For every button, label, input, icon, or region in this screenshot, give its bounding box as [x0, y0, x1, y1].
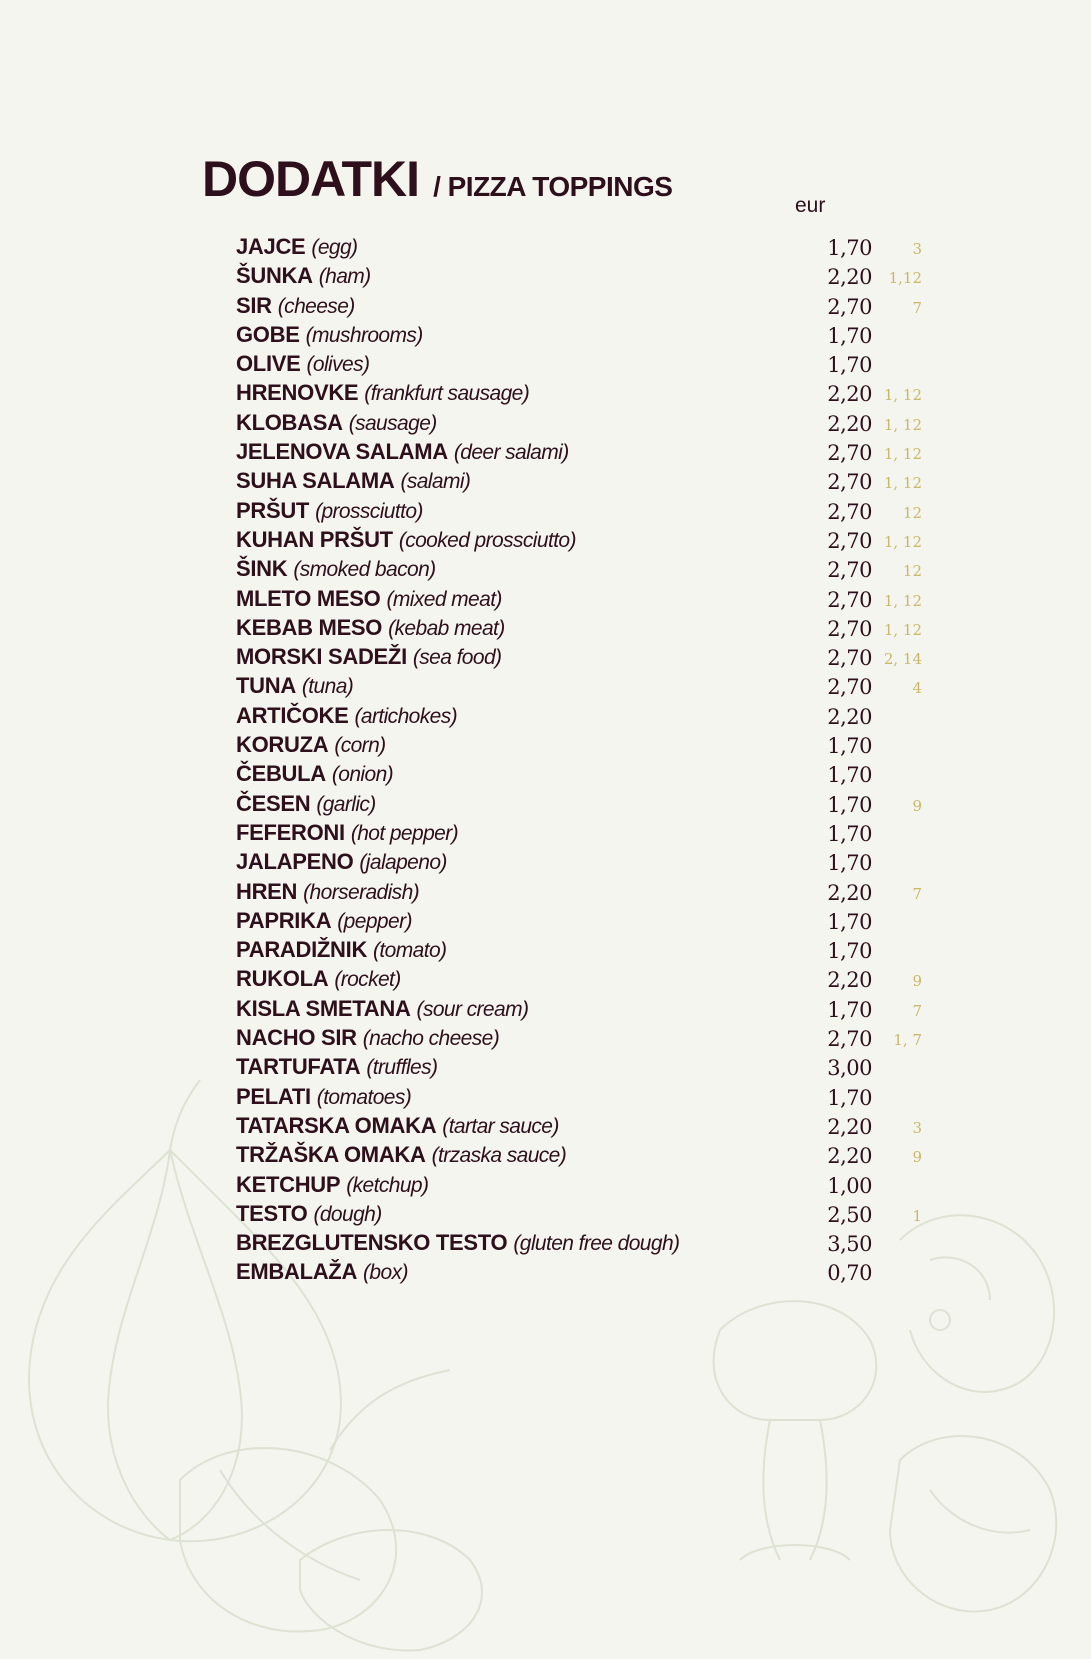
item-name: [236, 1259, 408, 1285]
item-name: [236, 1113, 559, 1139]
item-translation: (deer salami): [453, 441, 569, 465]
item-translation: (sour cream): [416, 997, 529, 1021]
list-item: [236, 908, 896, 937]
item-price: 2,20: [827, 880, 872, 905]
list-item: [236, 585, 922, 615]
list-item: [236, 556, 922, 585]
item-translation: (corn): [334, 734, 386, 758]
list-item: [236, 439, 922, 468]
item-translation: (onion): [331, 763, 394, 787]
item-title: KORUZA: [236, 732, 329, 758]
item-price: 1,70: [827, 821, 872, 846]
item-title: JELENOVA SALAMA: [236, 439, 448, 465]
item-title: RUKOLA: [236, 966, 329, 992]
item-price: 1,70: [827, 236, 872, 260]
list-item: [236, 995, 922, 1025]
item-title: TRŽAŠKA OMAKA: [236, 1142, 426, 1168]
item-title: NACHO SIR: [236, 1025, 357, 1051]
item-allergens: 1, 12: [883, 620, 922, 639]
list-item: [236, 820, 896, 849]
list-item: [236, 1054, 896, 1083]
list-item: [236, 1259, 896, 1288]
item-price: 2,20: [827, 704, 872, 729]
item-price: 2,70: [827, 1027, 872, 1052]
list-item: [236, 497, 922, 527]
item-allergens: 1, 12: [883, 591, 922, 610]
list-item: [236, 673, 922, 702]
menu-header: [202, 150, 672, 208]
item-price: 2,50: [827, 1202, 872, 1227]
item-name: [236, 322, 423, 348]
item-allergens: 7: [912, 1001, 922, 1020]
list-item: [236, 849, 896, 878]
item-translation: (ham): [318, 265, 371, 289]
item-translation: (sausage): [348, 411, 437, 435]
item-allergens: 4: [912, 679, 922, 698]
item-price: 2,20: [827, 968, 872, 993]
item-allergens: 1,12: [888, 269, 922, 288]
item-translation: (cheese): [277, 294, 355, 318]
item-allergens: 1, 12: [883, 474, 922, 493]
item-title: ARTIČOKE: [236, 702, 349, 728]
item-price: 1,70: [827, 353, 872, 378]
item-allergens: 3: [912, 1118, 922, 1137]
item-price: 2,20: [827, 265, 872, 290]
item-name: [236, 234, 357, 260]
item-allergens: 1, 12: [883, 415, 922, 434]
item-name: [236, 1054, 437, 1080]
item-title: BREZGLUTENSKO TESTO: [236, 1230, 508, 1256]
item-translation: (tuna): [301, 675, 354, 699]
item-translation: (tartar sauce): [442, 1114, 559, 1138]
item-price: 1,70: [827, 1085, 872, 1110]
list-item: [236, 409, 922, 439]
item-title: PAPRIKA: [236, 907, 332, 933]
item-name: [236, 761, 393, 787]
list-item: [236, 1112, 922, 1142]
item-price: 2,20: [827, 411, 872, 436]
item-translation: (tomato): [373, 939, 447, 963]
item-price: 2,20: [827, 382, 872, 407]
item-allergens: 7: [912, 298, 922, 317]
item-name: [236, 380, 529, 406]
item-title: FEFERONI: [236, 819, 345, 845]
list-item: [236, 380, 922, 409]
item-name: [236, 586, 502, 612]
item-price: 2,70: [827, 675, 872, 700]
list-item: [236, 351, 896, 380]
item-price: 1,70: [827, 851, 872, 876]
item-title: OLIVE: [236, 351, 301, 377]
item-title: PELATI: [236, 1083, 311, 1109]
item-translation: (box): [363, 1261, 408, 1285]
list-item: [236, 1200, 922, 1230]
item-price: 2,70: [827, 646, 872, 671]
item-price: 1,70: [827, 939, 872, 964]
item-translation: (mixed meat): [386, 587, 502, 611]
item-price: 2,70: [827, 616, 872, 641]
item-price: 2,70: [827, 441, 872, 466]
item-title: JALAPENO: [236, 849, 354, 875]
item-translation: (smoked bacon): [293, 558, 436, 582]
list-item: [236, 1025, 922, 1054]
item-name: [236, 849, 447, 875]
item-translation: (artichokes): [354, 704, 457, 728]
item-translation: (ketchup): [346, 1173, 429, 1197]
item-title: TESTO: [236, 1200, 308, 1226]
item-name: [236, 1025, 499, 1051]
list-item: [236, 644, 922, 673]
item-title: ČESEN: [236, 790, 311, 816]
item-name: [236, 732, 386, 758]
page-subtitle: / PIZZA TOPPINGS: [433, 171, 673, 202]
item-translation: (salami): [400, 470, 471, 494]
item-title: KLOBASA: [236, 409, 343, 435]
item-translation: (truffles): [366, 1056, 438, 1080]
item-title: ŠUNKA: [236, 263, 313, 289]
item-title: TARTUFATA: [236, 1054, 361, 1080]
item-title: TATARSKA OMAKA: [236, 1112, 437, 1138]
item-name: [236, 439, 569, 465]
item-price: 1,70: [827, 734, 872, 759]
item-translation: (mushrooms): [305, 323, 423, 347]
list-item: [236, 703, 896, 732]
item-title: JAJCE: [236, 234, 306, 259]
item-name: [236, 1142, 566, 1168]
list-item: [236, 234, 922, 263]
list-item: [236, 526, 922, 556]
item-translation: (frankfurt sausage): [364, 382, 530, 406]
item-title: KISLA SMETANA: [236, 995, 411, 1021]
item-title: PRŠUT: [236, 497, 310, 523]
list-item: [236, 614, 922, 644]
item-title: HREN: [236, 878, 298, 904]
list-item: [236, 1230, 896, 1259]
item-name: [236, 263, 371, 289]
item-price: 2,70: [827, 294, 872, 319]
item-allergens: 1: [912, 1206, 922, 1225]
list-item: [236, 468, 922, 497]
item-translation: (sea food): [412, 646, 502, 670]
item-name: [236, 351, 369, 377]
item-title: PARADIŽNIK: [236, 937, 368, 963]
item-price: 1,00: [827, 1173, 872, 1198]
item-price: 2,70: [827, 558, 872, 583]
item-title: SUHA SALAMA: [236, 468, 395, 494]
item-translation: (pepper): [337, 909, 412, 933]
item-title: SIR: [236, 292, 272, 318]
mushroom-icon: [900, 1215, 1054, 1392]
item-translation: (hot pepper): [350, 821, 459, 845]
list-item: [236, 878, 922, 908]
item-translation: (olives): [306, 353, 370, 377]
page-title: DODATKI: [202, 151, 420, 207]
item-price: 2,20: [827, 1144, 872, 1169]
item-translation: (egg): [311, 236, 358, 259]
item-translation: (horseradish): [303, 880, 420, 904]
item-name: [236, 498, 423, 524]
item-title: TUNA: [236, 673, 296, 699]
item-allergens: 2, 14: [883, 650, 922, 669]
item-name: [236, 556, 436, 582]
item-allergens: 9: [912, 1148, 922, 1167]
item-price: 2,70: [827, 528, 872, 553]
item-title: ŠINK: [236, 556, 288, 582]
item-name: [236, 1172, 428, 1198]
list-item: [236, 263, 922, 292]
item-allergens: 12: [902, 562, 922, 581]
item-translation: (tomatoes): [316, 1085, 412, 1109]
item-allergens: 12: [902, 503, 922, 522]
item-price: 2,70: [827, 470, 872, 495]
item-name: [236, 468, 470, 494]
item-price: 1,70: [827, 792, 872, 817]
item-name: [236, 820, 458, 846]
item-name: [236, 908, 412, 934]
item-title: HRENOVKE: [236, 380, 359, 406]
item-allergens: 1, 7: [893, 1031, 922, 1050]
item-name: [236, 791, 376, 817]
item-price: 2,70: [827, 587, 872, 612]
item-price: 3,50: [827, 1232, 872, 1257]
item-title: ČEBULA: [236, 761, 326, 787]
item-name: [236, 293, 355, 319]
list-item: [236, 1142, 922, 1171]
item-translation: (prossciutto): [315, 499, 423, 523]
item-name: [236, 879, 419, 905]
list-item: [236, 966, 922, 995]
item-name: [236, 527, 576, 553]
item-name: [236, 1230, 679, 1256]
item-allergens: 7: [912, 884, 922, 903]
item-allergens: 1, 12: [883, 386, 922, 405]
list-item: [236, 761, 896, 790]
currency-label: eur: [795, 194, 826, 217]
item-allergens: 3: [912, 240, 922, 258]
list-item: [236, 292, 922, 322]
item-name: [236, 410, 437, 436]
item-translation: (rocket): [334, 968, 401, 992]
item-translation: (gluten free dough): [513, 1232, 680, 1256]
item-name: [236, 1084, 411, 1110]
item-price: 2,70: [827, 499, 872, 524]
item-allergens: 9: [912, 972, 922, 991]
toppings-list: [236, 234, 922, 1289]
list-item: [236, 790, 922, 820]
item-translation: (kebab meat): [388, 616, 505, 640]
item-price: 0,70: [827, 1261, 872, 1286]
item-name: [236, 1201, 382, 1227]
item-price: 1,70: [827, 323, 872, 348]
item-translation: (dough): [313, 1202, 382, 1226]
item-translation: (trzaska sauce): [431, 1144, 567, 1168]
item-translation: (garlic): [316, 792, 376, 816]
item-price: 1,70: [827, 909, 872, 934]
item-title: MORSKI SADEŽI: [236, 644, 407, 670]
item-translation: (cooked prossciutto): [398, 528, 576, 552]
item-allergens: 1, 12: [883, 532, 922, 551]
item-title: KUHAN PRŠUT: [236, 526, 393, 552]
item-name: [236, 703, 457, 729]
item-name: [236, 673, 353, 699]
item-price: 3,00: [827, 1056, 872, 1081]
item-name: [236, 966, 401, 992]
item-name: [236, 615, 505, 641]
list-item: [236, 937, 896, 966]
item-title: EMBALAŽA: [236, 1259, 358, 1285]
item-allergens: 1, 12: [883, 445, 922, 464]
item-allergens: 9: [912, 796, 922, 815]
list-item: [236, 732, 896, 761]
item-title: GOBE: [236, 321, 300, 347]
list-item: [236, 322, 896, 351]
item-translation: (nacho cheese): [362, 1027, 500, 1051]
item-title: KETCHUP: [236, 1171, 341, 1197]
item-title: KEBAB MESO: [236, 614, 383, 640]
list-item: [236, 1172, 896, 1201]
item-price: 1,70: [827, 997, 872, 1022]
item-price: 2,20: [827, 1114, 872, 1139]
item-name: [236, 937, 446, 963]
item-name: [236, 996, 528, 1022]
list-item: [236, 1084, 896, 1113]
item-name: [236, 644, 501, 670]
item-translation: (jalapeno): [359, 851, 447, 875]
item-title: MLETO MESO: [236, 585, 381, 611]
item-price: 1,70: [827, 763, 872, 788]
